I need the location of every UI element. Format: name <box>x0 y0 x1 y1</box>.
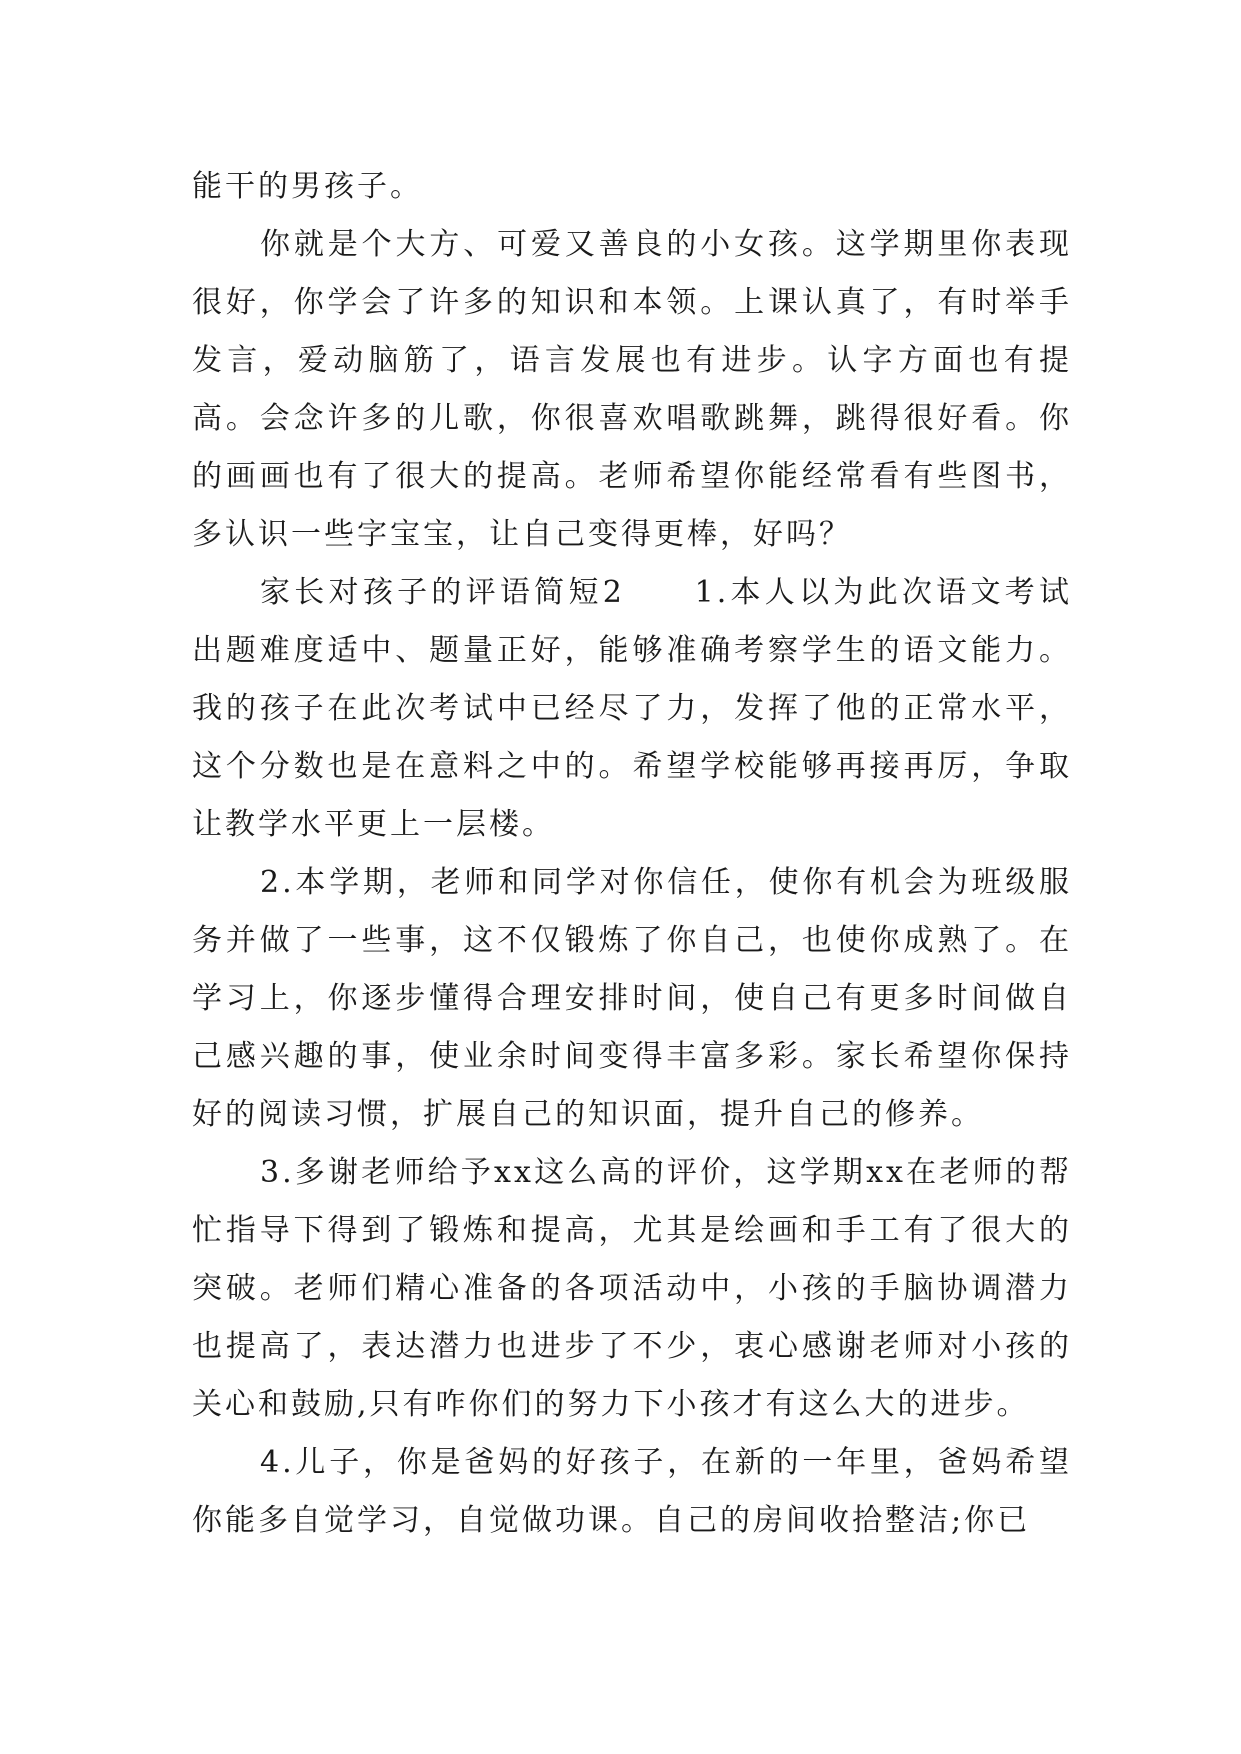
paragraph-item-4: 4.儿子，你是爸妈的好孩子，在新的一年里，爸妈希望你能多自觉学习，自觉做功课。自己的房间收拾整洁;你已 <box>192 1445 1072 1538</box>
paragraph-heading-item-1: 家长对孩子的评语简短2 1.本人以为此次语文考试出题难度适中、题量正好，能够准确考察学生的语文能力。我的孩子在此次考试中已经尽了力，发挥了他的正常水平，这个分数也是在意料之中的。希望学校能够再接再厉，争取让教学水平更上一层楼。 <box>192 575 1072 842</box>
paragraph-item-2: 2.本学期，老师和同学对你信任，使你有机会为班级服务并做了一些事，这不仅锻炼了你自己，也使你成熟了。在学习上，你逐步懂得合理安排时间，使自己有更多时间做自己感兴趣的事，使业余时间变得丰富多彩。家长希望你保持好的阅读习惯，扩展自己的知识面，提升自己的修养。 <box>192 865 1072 1132</box>
paragraph-girl-comment: 你就是个大方、可爱又善良的小女孩。这学期里你表现很好，你学会了许多的知识和本领。上课认真了，有时举手发言，爱动脑筋了，语言发展也有进步。认字方面也有提高。会念许多的儿歌，你很喜欢唱歌跳舞，跳得很好看。你的画画也有了很大的提高。老师希望你能经常看有些图书，多认识一些字宝宝，让自己变得更棒，好吗？ <box>192 227 1072 552</box>
paragraph-item-3: 3.多谢老师给予xx这么高的评价，这学期xx在老师的帮忙指导下得到了锻炼和提高，尤其是绘画和手工有了很大的突破。老师们精心准备的各项活动中，小孩的手脑协调潜力也提高了，表达潜力也进步了不少，衷心感谢老师对小孩的关心和鼓励,只有咋你们的努力下小孩才有这么大的进步。 <box>192 1155 1072 1422</box>
paragraph-continuation: 能干的男孩子。 <box>192 169 423 204</box>
document-page <box>192 158 1072 1550</box>
